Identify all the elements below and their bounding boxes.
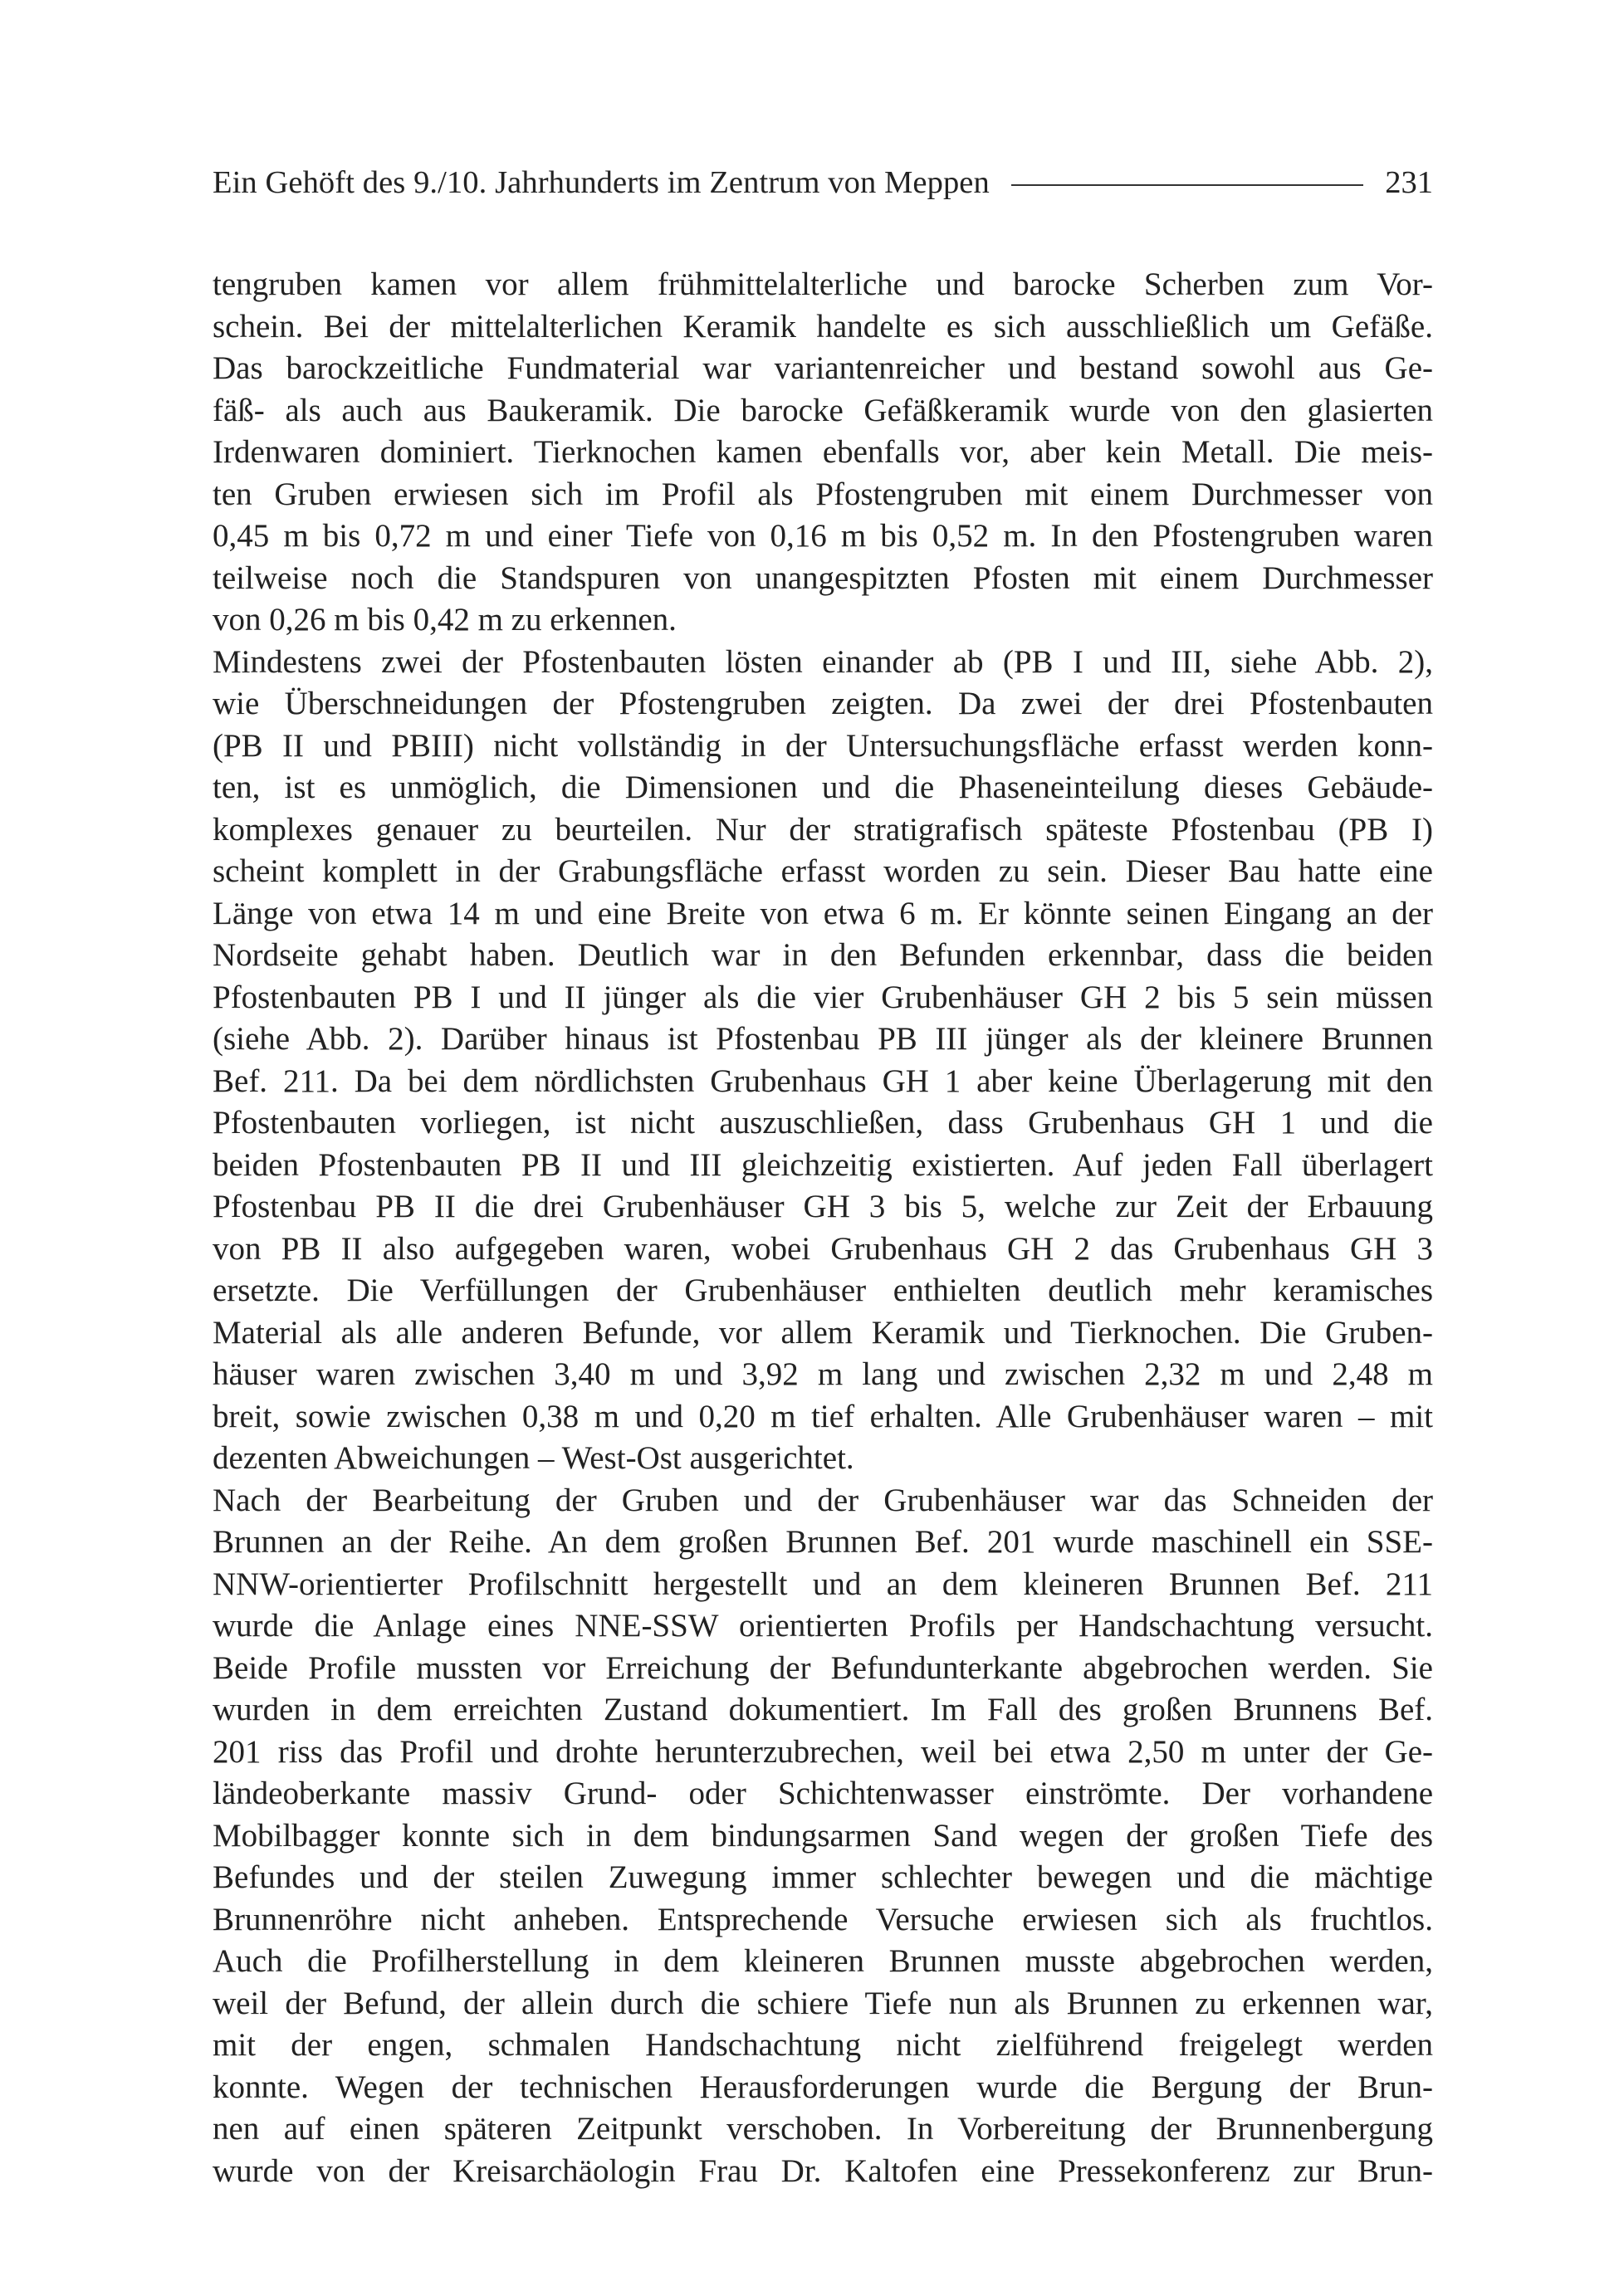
text-line: Mobilbagger konnte sich in dem bindungsarmen Sand wegen der großen Tiefe des: [213, 1817, 1433, 1854]
text-line: 0,45 m bis 0,72 m und einer Tiefe von 0,16 m bis 0,52 m. In den Pfostengruben waren: [213, 518, 1433, 554]
text-line: Irdenwaren dominiert. Tierknochen kamen ebenfalls vor, aber kein Metall. Die meis-: [213, 434, 1433, 470]
text-line: Beide Profile mussten vor Erreichung der Befundunterkante abgebrochen werden. Sie: [213, 1649, 1433, 1686]
text-line: teilweise noch die Standspuren von unangespitzten Pfosten mit einem Durchmesser: [213, 559, 1433, 596]
text-line: 201 riss das Profil und drohte herunterzubrechen, weil bei etwa 2,50 m unter der Ge-: [213, 1733, 1433, 1770]
text-line: Brunnenröhre nicht anheben. Entsprechende Versuche erwiesen sich als fruchtlos.: [213, 1901, 1433, 1937]
text-line: scheint komplett in der Grabungsfläche erfasst worden zu sein. Dieser Bau hatte eine: [213, 853, 1433, 889]
text-line: Nach der Bearbeitung der Gruben und der Grubenhäuser war das Schneiden der: [213, 1482, 1433, 1518]
page-number: 231: [1385, 165, 1433, 200]
text-line: häuser waren zwischen 3,40 m und 3,92 m lang und zwischen 2,32 m und 2,48 m: [213, 1356, 1433, 1392]
text-line: NNW-orientierter Profilschnitt hergestellt und an dem kleineren Brunnen Bef. 211: [213, 1566, 1433, 1602]
text-line: Mindestens zwei der Pfostenbauten lösten einander ab (PB I und III, siehe Abb. 2),: [213, 643, 1433, 680]
text-line: wurde die Anlage eines NNE-SSW orientierten Profils per Handschachtung versucht.: [213, 1608, 1433, 1644]
running-header: [213, 158, 1433, 208]
text-line: beiden Pfostenbauten PB II und III gleichzeitig existierten. Auf jeden Fall überlagert: [213, 1146, 1433, 1183]
text-line: wie Überschneidungen der Pfostengruben zeigten. Da zwei der drei Pfostenbauten: [213, 686, 1433, 721]
text-line: ländeoberkante massiv Grund- oder Schichtenwasser einströmte. Der vorhandene: [213, 1776, 1433, 1811]
text-line: nen auf einen späteren Zeitpunkt verschoben. In Vorbereitung der Brunnenbergung: [213, 2111, 1433, 2147]
text-line: von PB II also aufgegeben waren, wobei Grubenhaus GH 2 das Grubenhaus GH 3: [213, 1230, 1433, 1267]
text-line: tengruben kamen vor allem frühmittelalterliche und barocke Scherben zum Vor-: [213, 266, 1433, 302]
text-line: Pfostenbauten PB I und II jünger als die vier Grubenhäuser GH 2 bis 5 sein müssen: [213, 979, 1433, 1015]
text-line: dezenten Abweichungen – West-Ost ausgerichtet.: [213, 1440, 854, 1476]
header-rule: [1011, 184, 1363, 186]
text-line: breit, sowie zwischen 0,38 m und 0,20 m tief erhalten. Alle Grubenhäuser waren – mit: [213, 1398, 1433, 1434]
text-line: ten Gruben erwiesen sich im Profil als Pfostengruben mit einem Durchmesser von: [213, 476, 1433, 512]
text-line: ersetzte. Die Verfüllungen der Grubenhäuser enthielten deutlich mehr keramisches: [213, 1273, 1433, 1308]
text-line: Auch die Profilherstellung in dem kleineren Brunnen musste abgebrochen werden,: [213, 1943, 1433, 1979]
text-line: fäß- als auch aus Baukeramik. Die barocke Gefäßkeramik wurde von den glasierten: [213, 392, 1433, 428]
text-line: Brunnen an der Reihe. An dem großen Brunnen Bef. 201 wurde maschinell ein SSE-: [213, 1524, 1433, 1560]
text-line: Material als alle anderen Befunde, vor allem Keramik und Tierknochen. Die Gruben-: [213, 1314, 1433, 1351]
text-line: Befundes und der steilen Zuwegung immer schlechter bewegen und die mächtige: [213, 1859, 1433, 1895]
text-line: Das barockzeitliche Fundmaterial war variantenreicher und bestand sowohl aus Ge-: [213, 350, 1433, 386]
body-text: [213, 264, 1433, 2192]
text-line: komplexes genauer zu beurteilen. Nur der stratigrafisch späteste Pfostenbau (PB I): [213, 811, 1433, 848]
text-line: Pfostenbau PB II die drei Grubenhäuser GH 3 bis 5, welche zur Zeit der Erbauung: [213, 1189, 1433, 1224]
text-line: Pfostenbauten vorliegen, ist nicht auszuschließen, dass Grubenhaus GH 1 und die: [213, 1105, 1433, 1141]
text-line: schein. Bei der mittelalterlichen Keramik handelte es sich ausschließlich um Gefäße.: [213, 308, 1433, 344]
text-line: Länge von etwa 14 m und eine Breite von etwa 6 m. Er könnte seinen Eingang an der: [213, 895, 1433, 931]
text-line: Nordseite gehabt haben. Deutlich war in den Befunden erkennbar, dass die beiden: [213, 937, 1433, 973]
running-head-title: Ein Gehöft des 9./10. Jahrhunderts im Zentrum von Meppen: [213, 165, 990, 200]
text-line: (PB II und PBIII) nicht vollständig in der Untersuchungsfläche erfasst werden konn-: [213, 727, 1433, 764]
text-line: wurde von der Kreisarchäologin Frau Dr. Kaltofen eine Pressekonferenz zur Brun-: [213, 2152, 1433, 2189]
text-line: (siehe Abb. 2). Darüber hinaus ist Pfostenbau PB III jünger als der kleinere Brunnen: [213, 1021, 1433, 1057]
text-line: von 0,26 m bis 0,42 m zu erkennen.: [213, 602, 677, 638]
text-line: Bef. 211. Da bei dem nördlichsten Grubenhaus GH 1 aber keine Überlagerung mit den: [213, 1063, 1433, 1099]
text-line: ten, ist es unmöglich, die Dimensionen und die Phaseneinteilung dieses Gebäude-: [213, 769, 1433, 805]
text-line: konnte. Wegen der technischen Herausforderungen wurde die Bergung der Brun-: [213, 2069, 1433, 2105]
text-line: wurden in dem erreichten Zustand dokumentiert. Im Fall des großen Brunnens Bef.: [213, 1692, 1433, 1727]
text-line: mit der engen, schmalen Handschachtung nicht zielführend freigelegt werden: [213, 2027, 1433, 2063]
text-line: weil der Befund, der allein durch die schiere Tiefe nun als Brunnen zu erkennen war,: [213, 1985, 1433, 2021]
